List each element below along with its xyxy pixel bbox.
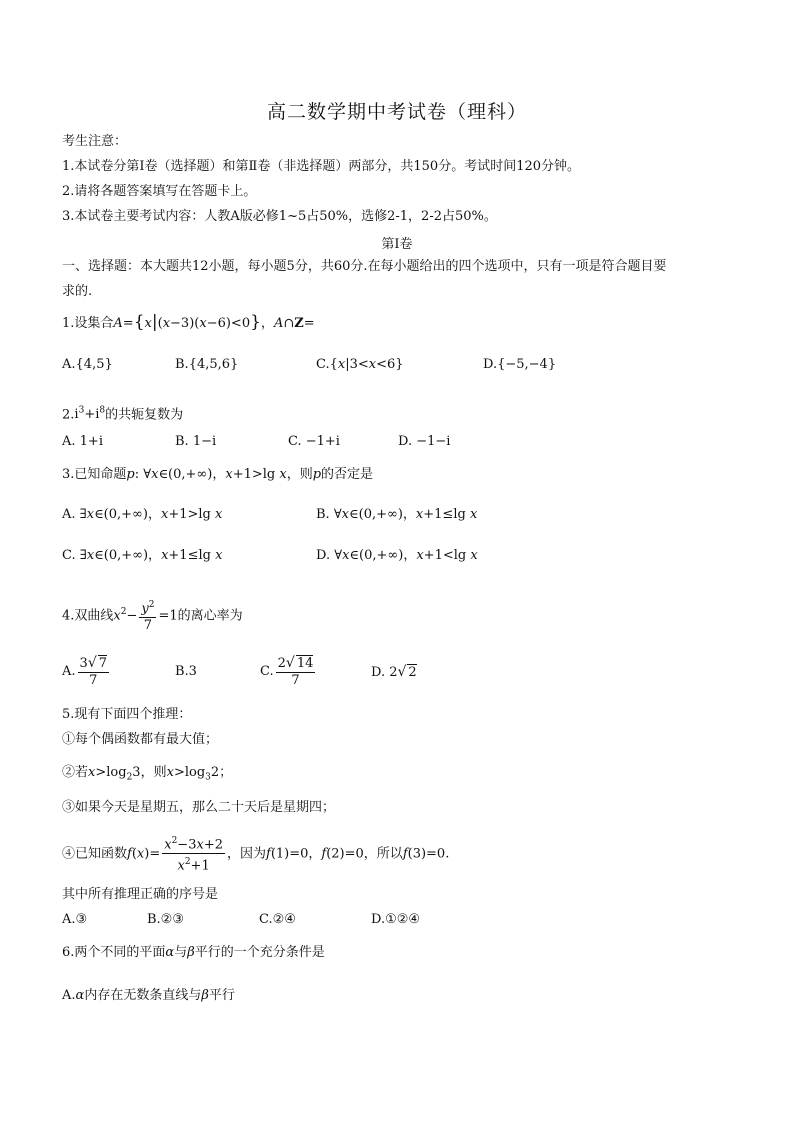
q1-prefix: 1.设集合 [62,316,114,331]
q5-option-c[interactable]: C.②④ [259,912,296,927]
question-2: $2.i^3+i^8$的共轭复数为 [62,406,184,423]
q2-option-d[interactable]: D. −1−i [398,434,451,449]
question-3: 3.已知命题p: ∀x∈(0,+∞)，x+1>lg x，则p的否定是 [62,467,374,482]
q1-option-a[interactable]: A.{4,5} [62,357,113,372]
notice-item-1: 1.本试卷分第Ⅰ卷（选择题）和第Ⅱ卷（非选择题）两部分，共150分。考试时间120分钟。 [62,159,581,174]
q2-option-b[interactable]: B. 1−i [175,434,217,449]
notice-heading: 考生注意： [62,134,128,149]
q1-sep: ， [260,316,274,331]
part1-instructions-line1: 一、选择题：本大题共12小题，每小题5分，共60分.在每小题给出的四个选项中，只有一项是符合题目要 [62,259,667,274]
q5-option-a[interactable]: A.③ [62,912,88,927]
q6-option-a[interactable]: A.α内存在无数条直线与β平行 [62,988,235,1003]
notice-item-3: 3.本试卷主要考试内容：人教A版必修1~5占50%，选修2-1，2-2占50%。 [62,209,497,224]
part1-instructions-line2: 求的. [62,284,93,299]
q3-option-c[interactable]: C. ∃x∈(0,+∞)，x+1≤lg x [62,548,223,563]
question-4: 4.双曲线$x^2-$ $\frac{y^2}{7}$ =1的离心率为 [62,594,243,634]
q5-option-b[interactable]: B.②③ [147,912,184,927]
question-5: 5.现有下面四个推理： [62,707,192,722]
q3-option-b[interactable]: B. ∀x∈(0,+∞)，x+1≤lg x [316,507,478,522]
section-title: 第Ⅰ卷 [381,237,413,252]
q4-option-c[interactable]: C. $\frac{2√ 14}{7}$ [260,654,314,688]
q1-option-d[interactable]: D.{−5,−4} [483,357,557,372]
q5-statement-3: ③如果今天是星期五，那么二十天后是星期四； [62,800,336,815]
q5-statement-1: ①每个偶函数都有最大值； [62,732,219,747]
q5-ask: 其中所有推理正确的序号是 [62,887,219,902]
q2-option-c[interactable]: C. −1+i [288,434,340,449]
notice-item-2: 2.请将各题答案填写在答题卡上。 [62,184,257,199]
q3-option-d[interactable]: D. ∀x∈(0,+∞)，x+1<lg x [316,548,478,563]
question-6: 6.两个不同的平面α与β平行的一个充分条件是 [62,945,325,960]
q4-option-a[interactable]: A. $\frac{3√ 7}{7}$ [62,654,108,688]
page-title: 高二数学期中考试卷（理科） [266,101,527,123]
q3-option-a[interactable]: A. ∃x∈(0,+∞)，x+1>lg x [62,507,223,522]
q2-expression: $i^3+i^8$ [74,406,106,423]
q5-statement-2: ②若$x>\log_23$，则$x>\log_32$； [62,765,233,783]
q1-set-formula: A [113,316,123,331]
q5-option-d[interactable]: D.①②④ [371,912,421,927]
q2-option-a[interactable]: A. 1+i [62,434,103,449]
q4-option-b[interactable]: B.3 [175,664,197,679]
q5-statement-4: ④已知函数f(x)= $\frac{x^2-3x+2}{x^2+1}$ ，因为f(1)=0，f(2)=0，所以f(3)=0. [62,833,449,875]
q1-suffix: = [303,316,315,331]
q1-option-c[interactable]: C.{x|3<x<6} [316,357,404,372]
question-1: 1.设集合A={x|(x−3)(x−6)<0}，A∩Z= [62,312,315,332]
q4-option-d[interactable]: D. 2√ 2 [371,664,417,680]
q1-option-b[interactable]: B.{4,5,6} [175,357,239,372]
